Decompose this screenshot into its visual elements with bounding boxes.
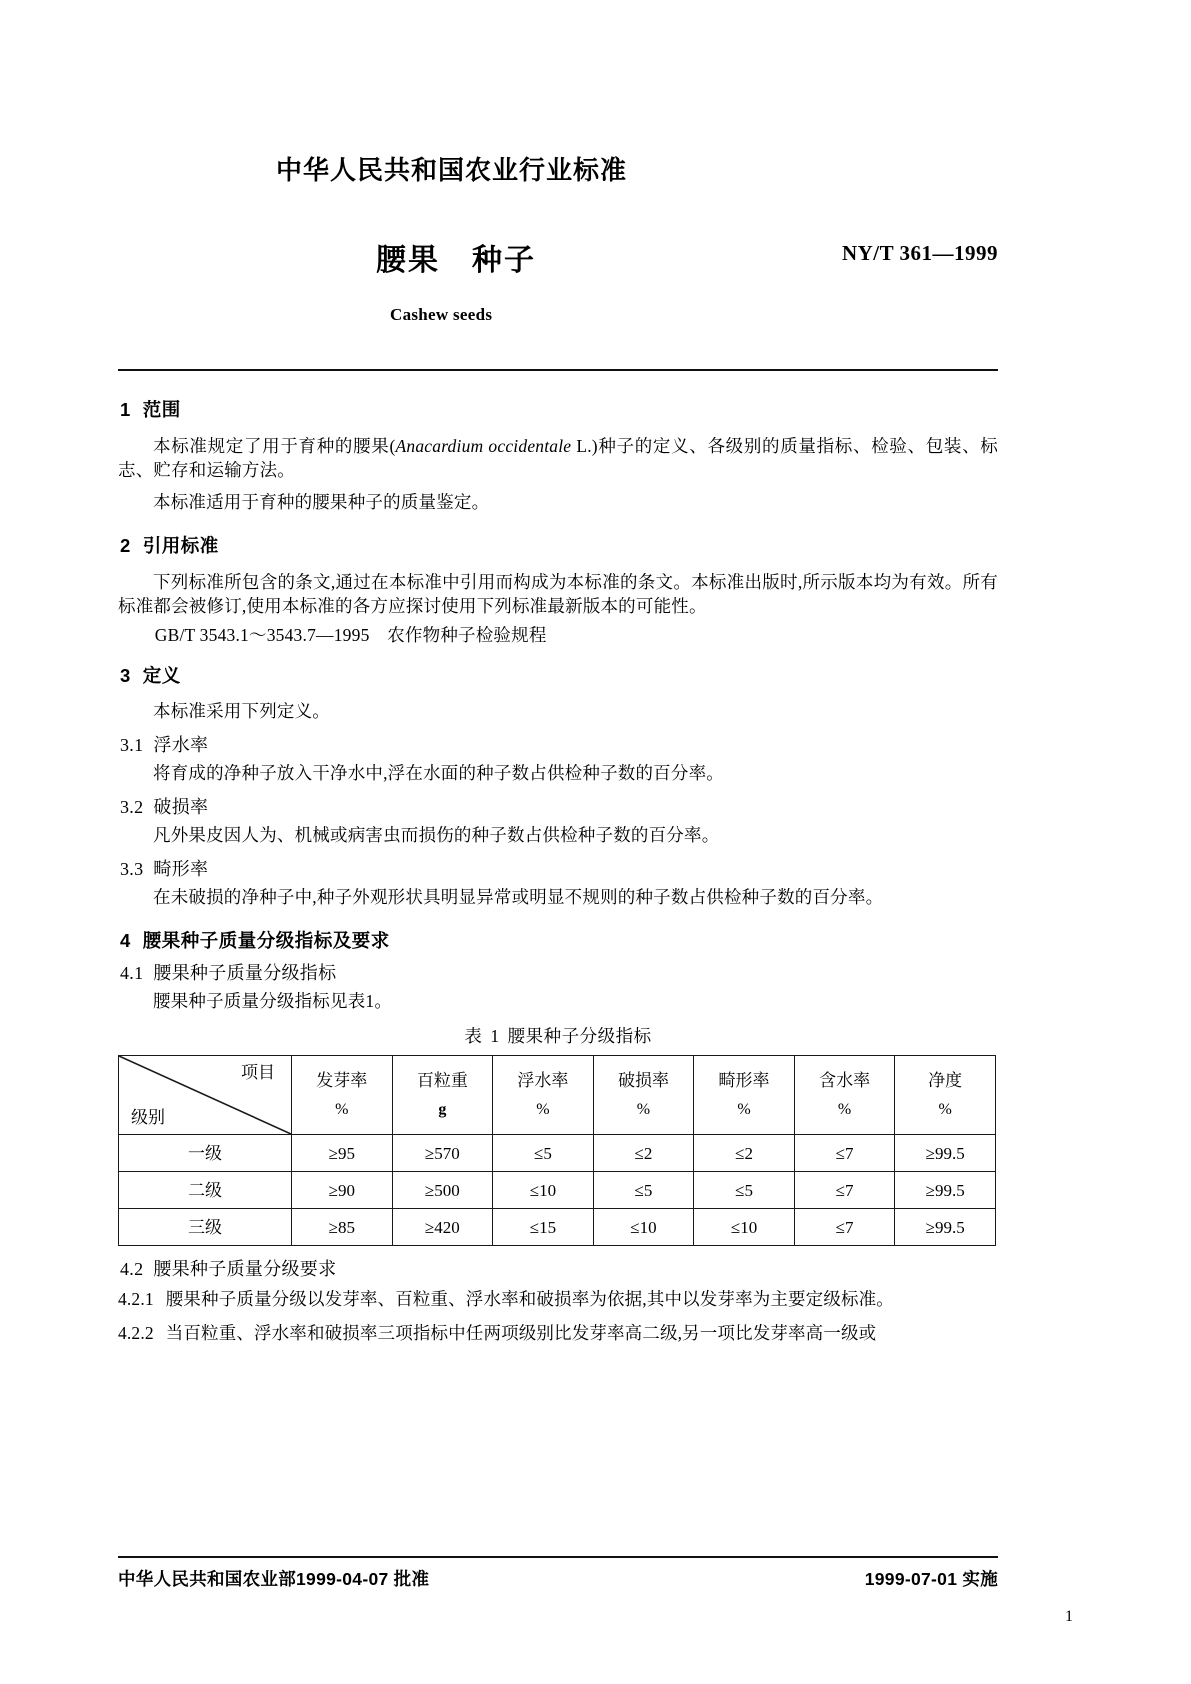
section-number-1: 1	[120, 399, 131, 420]
subsection-4-1-text: 腰果种子质量分级指标见表1。	[153, 991, 393, 1012]
document-title-english: Cashew seeds	[390, 305, 493, 324]
corner-label-item: 项目	[241, 1063, 275, 1083]
cell-deformity-rate: ≤5	[694, 1172, 795, 1209]
section-number-2: 2	[120, 535, 131, 557]
subsection-heading-4-1	[120, 964, 998, 982]
column-name-damage-rate: 破损率	[617, 1071, 669, 1091]
cell-hundred-seed-weight: ≥570	[392, 1135, 493, 1172]
section-title-4: 腰果种子质量分级指标及要求	[142, 929, 390, 951]
cell-germination: ≥85	[292, 1209, 393, 1246]
clause-number-4-2-1: 4.2.1	[118, 1289, 154, 1310]
section-2-paragraph-1: 下列标准所包含的条文,通过在本标准中引用而构成为本标准的条文。本标准出版时,所示版本均为有效。所有标准都会被修订,使用本标准的各方应探讨使用下列标准最新版本的可能性。	[118, 571, 998, 617]
table-caption-prefix: 表	[464, 1025, 483, 1046]
cell-damage-rate: ≤10	[593, 1209, 694, 1246]
subsection-heading-3-2	[120, 798, 998, 816]
cell-moisture-content: ≤7	[794, 1172, 895, 1209]
cell-purity: ≥99.5	[895, 1135, 996, 1172]
clause-text-4-2-1: 腰果种子质量分级以发芽率、百粒重、浮水率和破损率为依据,其中以发芽率为主要定级标准。	[165, 1289, 894, 1310]
title-row	[118, 235, 998, 279]
table-row	[119, 1172, 996, 1209]
scientific-name: Anacardium occidentale	[395, 435, 572, 456]
table-body	[119, 1135, 996, 1246]
column-name-deformity-rate: 畸形率	[718, 1071, 770, 1091]
column-name-floating-rate: 浮水率	[517, 1071, 569, 1091]
table-column-header-deformity-rate	[694, 1056, 795, 1135]
column-unit-deformity-rate: %	[737, 1101, 751, 1119]
cell-moisture-content: ≤7	[794, 1209, 895, 1246]
table-column-header-moisture-content	[794, 1056, 895, 1135]
table-row	[119, 1135, 996, 1172]
document-body	[118, 401, 998, 1345]
standard-organization-title: 中华人民共和国农业行业标准	[276, 155, 628, 185]
column-name-purity: 净度	[928, 1071, 963, 1091]
table-header-row	[119, 1056, 996, 1135]
cell-germination: ≥95	[292, 1135, 393, 1172]
clause-text-4-2-2: 当百粒重、浮水率和破损率三项指标中任两项级别比发芽率高二级,另一项比发芽率高一级或	[165, 1322, 877, 1343]
column-unit-moisture-content: %	[837, 1101, 852, 1119]
row-grade-label: 一级	[119, 1135, 292, 1172]
cell-hundred-seed-weight: ≥420	[392, 1209, 493, 1246]
footer-approval-text: 中华人民共和国农业部1999-04-07 批准	[118, 1569, 430, 1589]
cell-germination: ≥90	[292, 1172, 393, 1209]
section-title-1: 范围	[142, 399, 181, 420]
cell-deformity-rate: ≤10	[694, 1209, 795, 1246]
section-heading-1	[120, 401, 998, 420]
cell-floating-rate: ≤5	[493, 1135, 594, 1172]
clause-number-4-2-2: 4.2.2	[118, 1322, 154, 1343]
table-caption-number: 1	[490, 1025, 500, 1046]
table-caption-title: 腰果种子分级指标	[507, 1025, 652, 1046]
standard-number: NY/T 361—1999	[841, 241, 998, 265]
table-caption	[118, 1025, 998, 1046]
table-column-header-damage-rate	[593, 1056, 694, 1135]
section-3-paragraph-1: 本标准采用下列定义。	[153, 701, 330, 722]
header-divider-rule	[118, 369, 998, 371]
section-title-2: 引用标准	[142, 535, 219, 557]
cell-moisture-content: ≤7	[794, 1135, 895, 1172]
cell-purity: ≥99.5	[895, 1172, 996, 1209]
subsection-title-3-3: 畸形率	[153, 858, 209, 879]
section-heading-2	[120, 537, 998, 556]
subsection-number-4-1: 4.1	[120, 963, 144, 984]
cell-floating-rate: ≤10	[493, 1172, 594, 1209]
cell-hundred-seed-weight: ≥500	[392, 1172, 493, 1209]
subsection-number-3-1: 3.1	[120, 735, 144, 756]
footer-implementation-text: 1999-07-01 实施	[864, 1569, 998, 1589]
column-unit-damage-rate: %	[636, 1101, 651, 1119]
clause-4-2-1	[118, 1287, 998, 1312]
cell-damage-rate: ≤2	[593, 1135, 694, 1172]
subsection-title-3-1: 浮水率	[153, 735, 209, 756]
subsection-heading-3-1	[120, 736, 998, 754]
page-number: 1	[1065, 1608, 1073, 1625]
cell-deformity-rate: ≤2	[694, 1135, 795, 1172]
subsection-title-4-1: 腰果种子质量分级指标	[153, 963, 337, 984]
table-row	[119, 1209, 996, 1246]
row-grade-label: 二级	[119, 1172, 292, 1209]
section-1-paragraph-1: 本标准规定了用于育种的腰果(Anacardium occidentale L.)种子的定义、各级别的质量指标、检验、包装、标志、贮存和运输方法。	[118, 435, 998, 481]
table-column-header-hundred-seed-weight	[392, 1056, 493, 1135]
row-grade-label: 三级	[119, 1209, 292, 1246]
table-column-header-purity	[895, 1056, 996, 1135]
column-unit-floating-rate: %	[536, 1101, 550, 1119]
subsection-number-4-2: 4.2	[120, 1259, 144, 1280]
table-column-header-floating-rate	[493, 1056, 594, 1135]
subsection-heading-4-2	[120, 1260, 998, 1278]
cell-purity: ≥99.5	[895, 1209, 996, 1246]
section-1-paragraph-2: 本标准适用于育种的腰果种子的质量鉴定。	[153, 492, 490, 513]
document-title: 腰果 种子	[376, 244, 536, 277]
clause-4-2-2	[118, 1321, 998, 1346]
column-unit-purity: %	[938, 1101, 952, 1119]
page-content	[118, 0, 998, 1684]
subsection-number-3-2: 3.2	[120, 796, 144, 817]
normative-reference-item: GB/T 3543.1～3543.7—1995 农作物种子检验规程	[154, 625, 547, 646]
subsection-title-4-2: 腰果种子质量分级要求	[153, 1259, 337, 1280]
column-unit-hundred-seed-weight: g	[438, 1101, 447, 1119]
cell-floating-rate: ≤15	[493, 1209, 594, 1246]
column-unit-germination: %	[335, 1101, 349, 1119]
table-corner-cell	[119, 1056, 292, 1135]
column-name-hundred-seed-weight: 百粒重	[416, 1071, 468, 1091]
subsection-number-3-3: 3.3	[120, 858, 144, 879]
subsection-heading-3-3	[120, 860, 998, 878]
table-column-header-germination	[292, 1056, 393, 1135]
subsection-3-1-text: 将育成的净种子放入干净水中,浮在水面的种子数占供检种子数的百分率。	[153, 763, 724, 784]
section-heading-4	[120, 929, 998, 951]
page-footer	[118, 1556, 998, 1591]
section-number-4: 4	[120, 929, 131, 951]
section-heading-3	[120, 664, 998, 686]
section-title-3: 定义	[142, 664, 181, 686]
column-name-germination: 发芽率	[316, 1071, 368, 1091]
subsection-3-3-text: 在未破损的净种子中,种子外观形状具明显异常或明显不规则的种子数占供检种子数的百分率。	[153, 886, 884, 907]
corner-label-grade: 级别	[131, 1108, 165, 1128]
subsection-3-2-text: 凡外果皮因人为、机械或病害虫而损伤的种子数占供检种子数的百分率。	[153, 824, 720, 845]
subsection-title-3-2: 破损率	[153, 796, 209, 817]
column-name-moisture-content: 含水率	[819, 1071, 871, 1091]
table-header	[119, 1056, 996, 1135]
section-number-3: 3	[120, 664, 131, 686]
cell-damage-rate: ≤5	[593, 1172, 694, 1209]
grading-indicators-table	[118, 1055, 996, 1246]
